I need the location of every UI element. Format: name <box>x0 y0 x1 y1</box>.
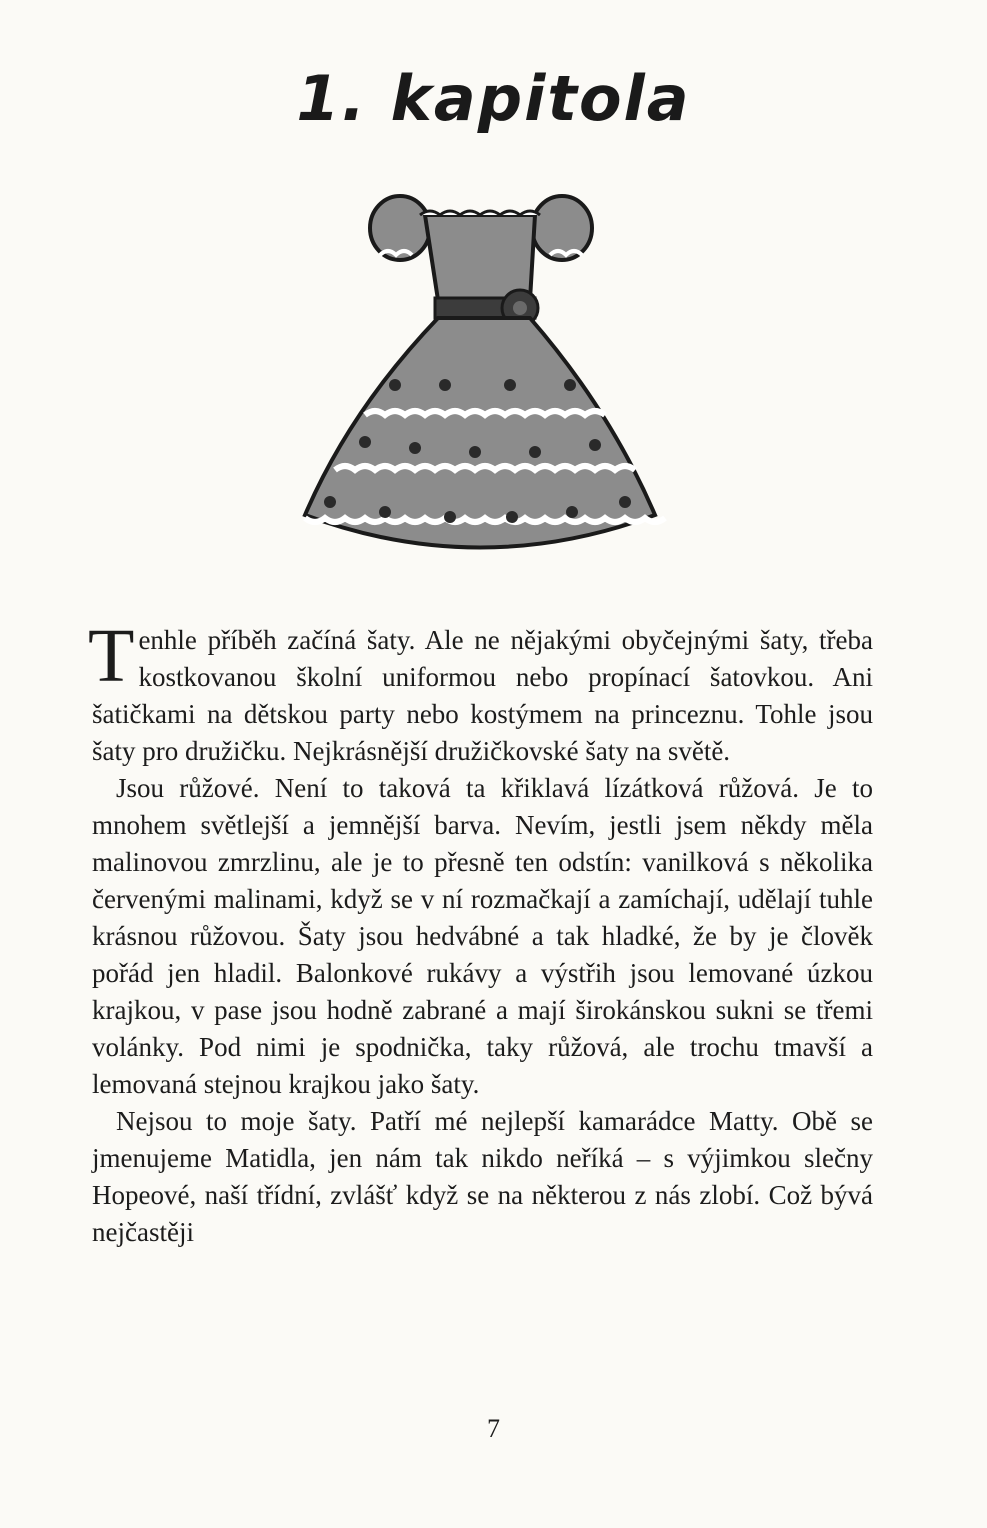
ruffle-1 <box>365 411 605 415</box>
drop-cap: T <box>88 614 135 698</box>
paragraph: Tenhle příběh začíná šaty. Ale ne nějakými obyčejnými šaty, třeba kostkovanou školní uniformou nebo propínací šatovkou. Ani šatičkami na dětskou party nebo kostýmem na princeznu. Tohle jsou šaty pro družičku. Nejkrásnější družičkovské šaty na světě. <box>88 614 873 766</box>
bodice <box>425 215 535 300</box>
page-number: 7 <box>487 1414 500 1443</box>
ruffle-3 <box>305 518 665 522</box>
body-text <box>88 614 873 1251</box>
skirt <box>305 318 655 548</box>
paragraph: Nejsou to moje šaty. Patří mé nejlepší kamarádce Matty. Obě se jmenujeme Matidla, jen nám tak nikdo neříká – s výjimkou slečny Hopeové, naší třídní, zvlášť když se na některou z nás zlobí. Což bývá nejčastěji <box>92 1106 873 1247</box>
dress-illustration <box>280 180 680 580</box>
paragraph: Jsou růžové. Není to taková ta křiklavá lízátková růžová. Je to mnohem světlejší a jemnější barva. Nevím, jestli jsem někdy měla malinovou zmrzlinu, ale je to přesně ten odstín: vanilková s několika červenými malinami, když se v ní rozmačkají a zamíchají, udělají tuhle krásnou růžovou. Šaty jsou hedvábné a tak hladké, že by je člověk pořád jen hladil. Balonkové rukávy a výstřih jsou lemované úzkou krajkou, v pase jsou hodně zabrané a mají širokánskou sukni se třemi volánky. Pod nimi je spodnička, taky růžová, ale trochu tmavší a lemovaná stejnou krajkou jako šaty. <box>92 773 873 1099</box>
chapter-title: 1. kapitola <box>296 62 691 135</box>
